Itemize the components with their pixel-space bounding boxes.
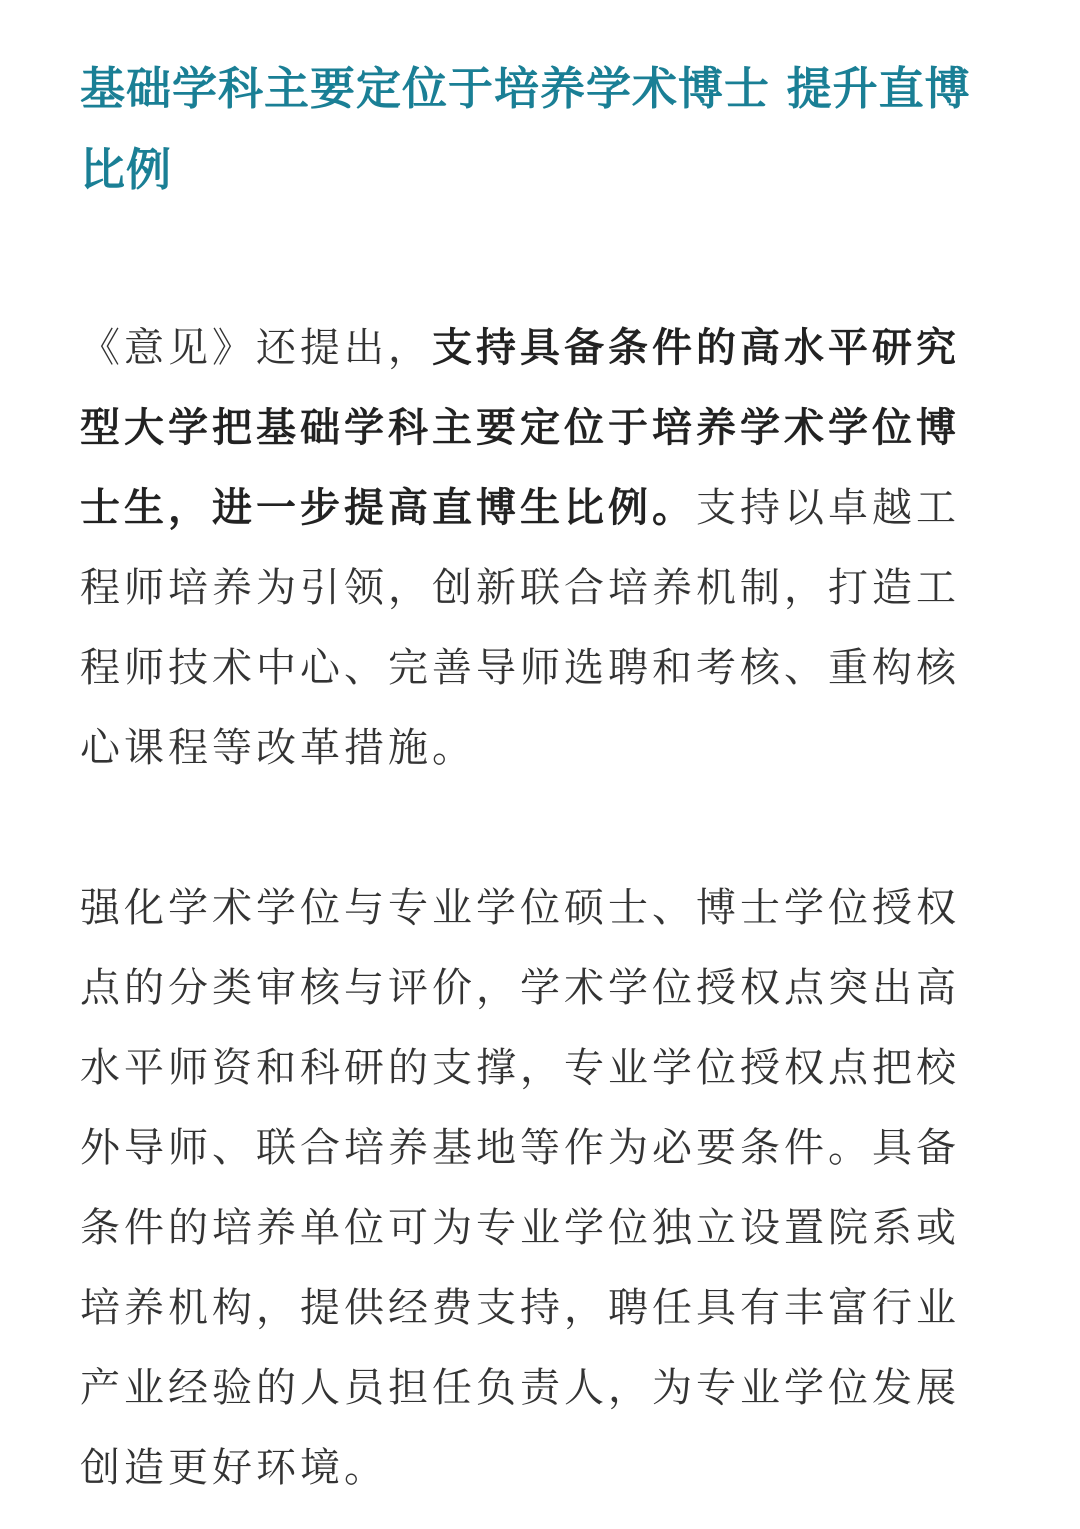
article [80, 48, 1000, 1508]
paragraph-2: 强化学术学位与专业学位硕士、博士学位授权点的分类审核与评价，学术学位授权点突出高水平师资和科研的支撑，专业学位授权点把校外导师、联合培养基地等作为必要条件。具备条件的培养单位可为专业学位独立设置院系或培养机构，提供经费支持，聘任具有丰富行业产业经验的人员担任负责人，为专业学位发展创造更好环境。 [80, 885, 960, 1491]
article-headline: 基础学科主要定位于培养学术博士 提升直博比例 [80, 62, 971, 196]
paragraph-1-emphasis: 支持具备条件的高水平研究型大学把基础学科主要定位于培养学术学位博士生，进一步提高直博生比例。 [80, 325, 960, 531]
paragraph-1-intro: 《意见》还提出， [80, 325, 432, 371]
paragraph-1-rest: 支持以卓越工程师培养为引领，创新联合培养机制，打造工程师技术中心、完善导师选聘和考核、重构核心课程等改革措施。 [80, 485, 960, 771]
paragraph-1 [80, 308, 1000, 788]
